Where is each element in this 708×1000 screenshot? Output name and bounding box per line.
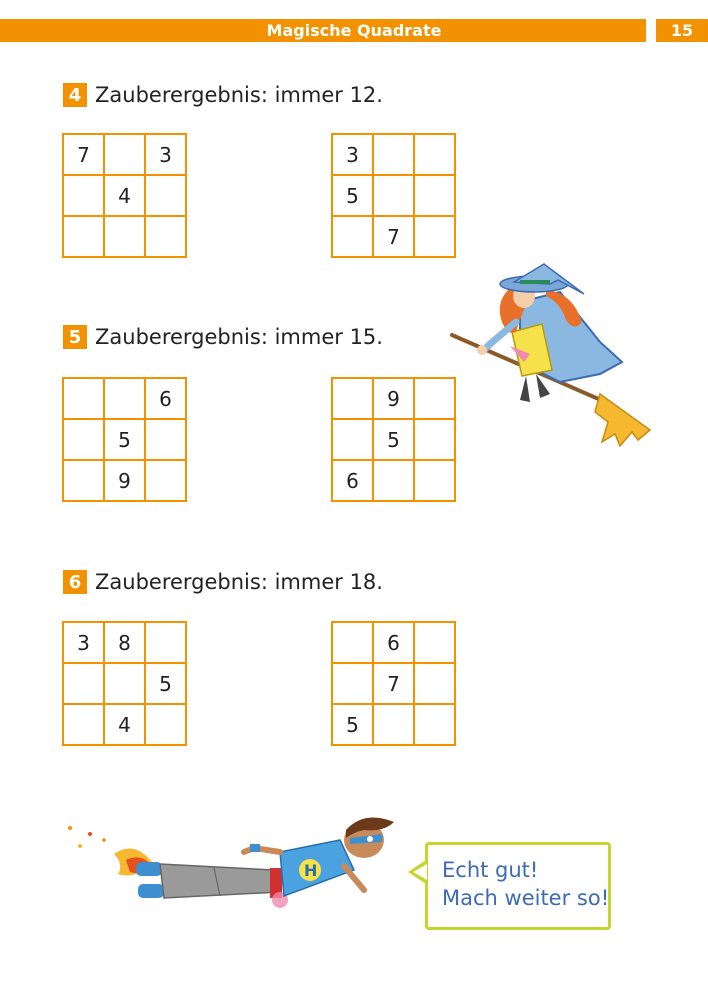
grid-cell: 3	[333, 135, 374, 176]
task-number: 6	[63, 570, 87, 594]
grid-cell	[146, 217, 187, 258]
grid-cell: 5	[333, 176, 374, 217]
witch-on-broom-illustration	[450, 262, 655, 452]
flying-superhero-boy-illustration	[64, 810, 424, 920]
task-instruction: Zauberergebnis: immer 18.	[95, 570, 383, 594]
grid-cell: 5	[146, 664, 187, 705]
grid-cell	[146, 176, 187, 217]
grid-cell	[415, 623, 456, 664]
magic-square-4b	[331, 133, 456, 258]
grid-cell	[415, 176, 456, 217]
grid-cell	[374, 176, 415, 217]
grid-cell	[64, 217, 105, 258]
grid-cell: 5	[333, 705, 374, 746]
grid-cell	[374, 461, 415, 502]
task-number: 4	[63, 83, 87, 107]
grid-cell: 6	[333, 461, 374, 502]
grid-cell	[333, 379, 374, 420]
speech-bubble-text	[442, 856, 609, 912]
grid-cell	[64, 461, 105, 502]
grid-cell	[333, 664, 374, 705]
grid-cell	[374, 705, 415, 746]
grid-cell	[415, 135, 456, 176]
grid-cell: 7	[374, 217, 415, 258]
grid-cell	[105, 664, 146, 705]
magic-square-6b	[331, 621, 456, 746]
grid-cell	[146, 705, 187, 746]
magic-square-4a	[62, 133, 187, 258]
task-5-heading	[63, 322, 383, 352]
grid-cell: 4	[105, 705, 146, 746]
task-6-heading	[63, 567, 383, 597]
grid-cell	[105, 217, 146, 258]
task-instruction: Zauberergebnis: immer 12.	[95, 83, 383, 107]
page-title: Magische Quadrate	[266, 21, 442, 40]
grid-cell	[105, 135, 146, 176]
grid-cell	[415, 461, 456, 502]
grid-cell	[64, 420, 105, 461]
grid-cell: 6	[146, 379, 187, 420]
grid-cell	[374, 135, 415, 176]
grid-cell: 5	[374, 420, 415, 461]
grid-cell	[64, 705, 105, 746]
magic-square-6a	[62, 621, 187, 746]
grid-cell	[415, 664, 456, 705]
grid-cell: 9	[105, 461, 146, 502]
grid-cell: 4	[105, 176, 146, 217]
grid-cell	[105, 379, 146, 420]
task-number: 5	[63, 325, 87, 349]
page-number: 15	[656, 19, 708, 42]
grid-cell	[146, 420, 187, 461]
magic-square-5a	[62, 377, 187, 502]
svg-text:H: H	[304, 861, 318, 880]
grid-cell	[146, 623, 187, 664]
grid-cell: 7	[374, 664, 415, 705]
grid-cell: 9	[374, 379, 415, 420]
grid-cell: 6	[374, 623, 415, 664]
grid-cell: 7	[64, 135, 105, 176]
speech-bubble-tail-inner	[413, 864, 427, 880]
grid-cell	[146, 461, 187, 502]
task-4-heading	[63, 80, 383, 110]
grid-cell	[333, 217, 374, 258]
grid-cell	[64, 664, 105, 705]
grid-cell: 8	[105, 623, 146, 664]
grid-cell	[64, 176, 105, 217]
grid-cell	[333, 420, 374, 461]
grid-cell: 5	[105, 420, 146, 461]
grid-cell	[64, 379, 105, 420]
grid-cell	[415, 705, 456, 746]
grid-cell: 3	[64, 623, 105, 664]
grid-cell	[333, 623, 374, 664]
speech-line-1: Echt gut!	[442, 858, 539, 882]
magic-square-5b	[331, 377, 456, 502]
grid-cell: 3	[146, 135, 187, 176]
speech-line-2: Mach weiter so!	[442, 886, 610, 910]
grid-cell	[415, 217, 456, 258]
task-instruction: Zauberergebnis: immer 15.	[95, 325, 383, 349]
